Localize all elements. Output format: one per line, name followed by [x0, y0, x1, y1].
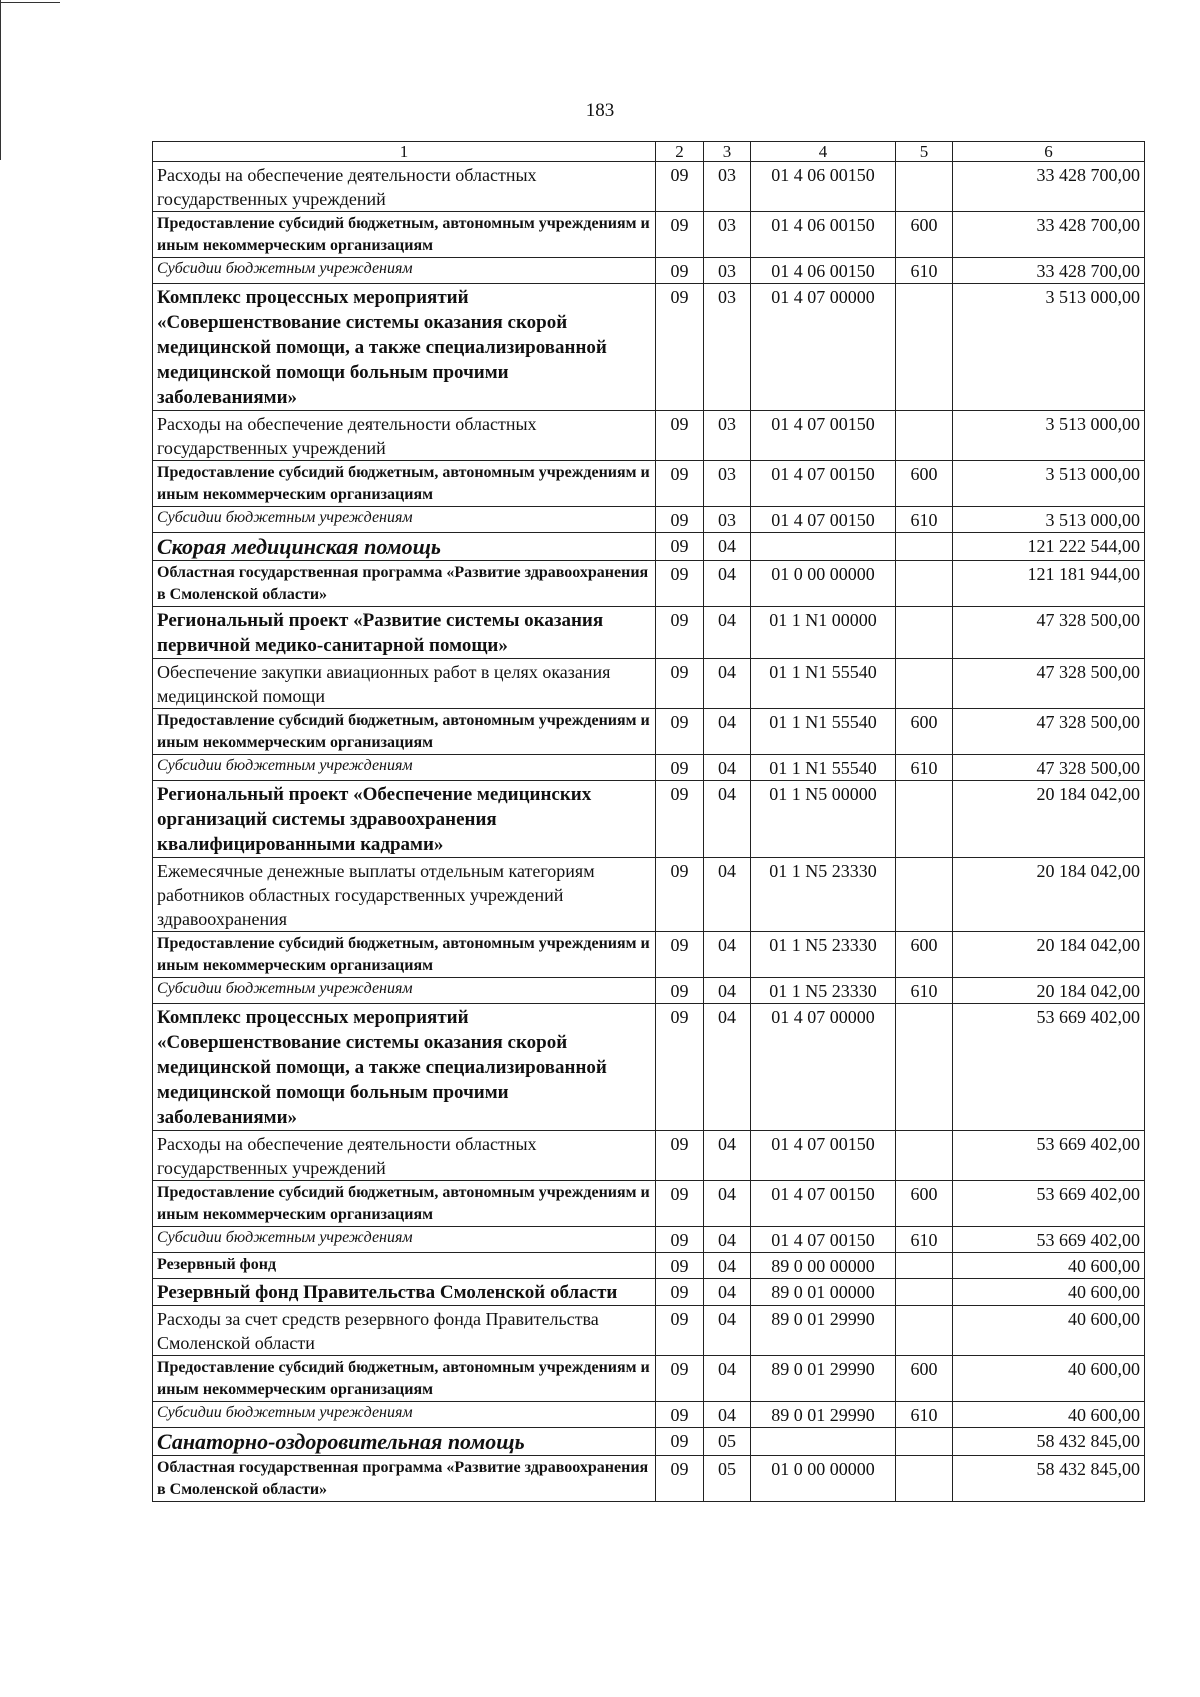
- row-amount: 3 513 000,00: [953, 411, 1145, 461]
- row-subsection-code: 04: [704, 607, 751, 659]
- table-row: [153, 1456, 1145, 1502]
- row-name-cell: Расходы на обеспечение деятельности областных государственных учреждений: [153, 411, 656, 461]
- row-expense-type: [896, 1428, 953, 1456]
- row-section-code: 09: [656, 284, 704, 411]
- row-name-cell: Предоставление субсидий бюджетным, автономным учреждениям и иным некоммерческим организациям: [153, 932, 656, 978]
- row-amount: 53 669 402,00: [953, 1004, 1145, 1131]
- row-section-code: 09: [656, 411, 704, 461]
- row-expense-type: 600: [896, 709, 953, 755]
- row-subsection-code: 04: [704, 533, 751, 561]
- row-amount: 3 513 000,00: [953, 461, 1145, 507]
- row-section-code: 09: [656, 1456, 704, 1502]
- column-header-6: 6: [953, 142, 1145, 162]
- row-subsection-code: 03: [704, 411, 751, 461]
- row-expense-type: [896, 533, 953, 561]
- row-target-article: 01 4 07 00150: [751, 461, 896, 507]
- row-name-cell: Расходы на обеспечение деятельности областных государственных учреждений: [153, 1131, 656, 1181]
- table-row: [153, 1131, 1145, 1181]
- row-name-cell: Резервный фонд Правительства Смоленской области: [153, 1279, 656, 1306]
- table-row: [153, 284, 1145, 411]
- row-name-cell: Предоставление субсидий бюджетным, автономным учреждениям и иным некоммерческим организациям: [153, 709, 656, 755]
- row-amount: 33 428 700,00: [953, 258, 1145, 284]
- row-amount: 40 600,00: [953, 1279, 1145, 1306]
- row-amount: 47 328 500,00: [953, 607, 1145, 659]
- row-subsection-code: 03: [704, 284, 751, 411]
- row-target-article: 01 1 N5 23330: [751, 978, 896, 1004]
- column-header-2: 2: [656, 142, 704, 162]
- row-expense-type: [896, 607, 953, 659]
- row-subsection-code: 03: [704, 258, 751, 284]
- row-target-article: 01 1 N1 00000: [751, 607, 896, 659]
- row-expense-type: [896, 1004, 953, 1131]
- table-row: [153, 258, 1145, 284]
- row-target-article: 01 1 N1 55540: [751, 755, 896, 781]
- table-row: [153, 1306, 1145, 1356]
- row-target-article: 89 0 01 00000: [751, 1279, 896, 1306]
- row-expense-type: [896, 781, 953, 858]
- table-row: [153, 507, 1145, 533]
- row-section-code: 09: [656, 1279, 704, 1306]
- row-subsection-code: 03: [704, 162, 751, 212]
- table-row: [153, 212, 1145, 258]
- row-amount: 53 669 402,00: [953, 1181, 1145, 1227]
- row-section-code: 09: [656, 258, 704, 284]
- table-row: [153, 533, 1145, 561]
- row-amount: 3 513 000,00: [953, 507, 1145, 533]
- row-target-article: 01 4 06 00150: [751, 258, 896, 284]
- row-amount: 53 669 402,00: [953, 1227, 1145, 1253]
- row-target-article: 01 4 06 00150: [751, 212, 896, 258]
- row-subsection-code: 05: [704, 1428, 751, 1456]
- row-subsection-code: 04: [704, 1402, 751, 1428]
- row-section-code: 09: [656, 1004, 704, 1131]
- row-expense-type: [896, 1131, 953, 1181]
- row-expense-type: 610: [896, 978, 953, 1004]
- row-expense-type: [896, 659, 953, 709]
- row-name-cell: Предоставление субсидий бюджетным, автономным учреждениям и иным некоммерческим организациям: [153, 212, 656, 258]
- row-section-code: 09: [656, 1428, 704, 1456]
- row-amount: 3 513 000,00: [953, 284, 1145, 411]
- row-section-code: 09: [656, 932, 704, 978]
- row-amount: 20 184 042,00: [953, 858, 1145, 932]
- row-subsection-code: 03: [704, 461, 751, 507]
- table-row: [153, 755, 1145, 781]
- row-target-article: 01 4 07 00000: [751, 1004, 896, 1131]
- row-expense-type: [896, 284, 953, 411]
- row-name-cell: Субсидии бюджетным учреждениям: [153, 978, 656, 1004]
- row-target-article: 01 1 N5 23330: [751, 858, 896, 932]
- table-row: [153, 411, 1145, 461]
- row-expense-type: 600: [896, 1181, 953, 1227]
- table-row: [153, 1253, 1145, 1279]
- row-name-cell: Областная государственная программа «Развитие здравоохранения в Смоленской области»: [153, 1456, 656, 1502]
- row-name-cell: Обеспечение закупки авиационных работ в целях оказания медицинской помощи: [153, 659, 656, 709]
- table-row: [153, 162, 1145, 212]
- row-expense-type: 600: [896, 461, 953, 507]
- row-subsection-code: 03: [704, 212, 751, 258]
- table-row: [153, 607, 1145, 659]
- row-target-article: 01 4 07 00150: [751, 1227, 896, 1253]
- row-target-article: 01 4 07 00150: [751, 1181, 896, 1227]
- row-target-article: 89 0 01 29990: [751, 1402, 896, 1428]
- column-header-3: 3: [704, 142, 751, 162]
- table-row: [153, 1402, 1145, 1428]
- row-name-cell: Комплекс процессных мероприятий «Совершенствование системы оказания скорой медицинской помощи, а также специализированной медицинской помощи больным прочими заболеваниями»: [153, 1004, 656, 1131]
- table-row: [153, 1004, 1145, 1131]
- row-section-code: 09: [656, 1227, 704, 1253]
- table-row: [153, 461, 1145, 507]
- scan-edge-mark: [0, 2, 60, 3]
- row-name-cell: Комплекс процессных мероприятий «Совершенствование системы оказания скорой медицинской помощи, а также специализированной медицинской помощи больным прочими заболеваниями»: [153, 284, 656, 411]
- row-name-cell: Расходы на обеспечение деятельности областных государственных учреждений: [153, 162, 656, 212]
- row-subsection-code: 04: [704, 1306, 751, 1356]
- row-expense-type: 600: [896, 932, 953, 978]
- row-section-code: 09: [656, 755, 704, 781]
- row-expense-type: 610: [896, 1227, 953, 1253]
- table-header-row: [153, 142, 1145, 162]
- table-row: [153, 561, 1145, 607]
- row-subsection-code: 04: [704, 755, 751, 781]
- row-section-code: 09: [656, 1181, 704, 1227]
- row-expense-type: 610: [896, 507, 953, 533]
- row-target-article: 01 0 00 00000: [751, 1456, 896, 1502]
- row-section-code: 09: [656, 607, 704, 659]
- row-amount: 40 600,00: [953, 1253, 1145, 1279]
- row-expense-type: [896, 858, 953, 932]
- row-name-cell: Региональный проект «Развитие системы оказания первичной медико-санитарной помощи»: [153, 607, 656, 659]
- row-subsection-code: 04: [704, 1253, 751, 1279]
- row-subsection-code: 03: [704, 507, 751, 533]
- row-amount: 47 328 500,00: [953, 709, 1145, 755]
- row-expense-type: [896, 561, 953, 607]
- row-amount: 20 184 042,00: [953, 978, 1145, 1004]
- row-expense-type: [896, 1456, 953, 1502]
- row-name-cell: Ежемесячные денежные выплаты отдельным категориям работников областных государственных учреждений здравоохранения: [153, 858, 656, 932]
- table-row: [153, 978, 1145, 1004]
- row-target-article: 89 0 00 00000: [751, 1253, 896, 1279]
- row-subsection-code: 04: [704, 1227, 751, 1253]
- row-section-code: 09: [656, 1253, 704, 1279]
- row-expense-type: [896, 411, 953, 461]
- budget-table: [152, 141, 1145, 1502]
- page-number: 183: [585, 100, 615, 121]
- table-row: [153, 1356, 1145, 1402]
- row-target-article: 01 1 N1 55540: [751, 659, 896, 709]
- row-amount: 33 428 700,00: [953, 162, 1145, 212]
- table-body: [153, 142, 1145, 1502]
- row-subsection-code: 04: [704, 659, 751, 709]
- row-section-code: 09: [656, 1306, 704, 1356]
- row-target-article: 01 4 07 00000: [751, 284, 896, 411]
- table-row: [153, 932, 1145, 978]
- row-expense-type: [896, 162, 953, 212]
- row-section-code: 09: [656, 533, 704, 561]
- row-amount: 58 432 845,00: [953, 1428, 1145, 1456]
- column-header-5: 5: [896, 142, 953, 162]
- row-section-code: 09: [656, 507, 704, 533]
- row-subsection-code: 05: [704, 1456, 751, 1502]
- table-row: [153, 781, 1145, 858]
- row-section-code: 09: [656, 659, 704, 709]
- row-name-cell: Расходы за счет средств резервного фонда Правительства Смоленской области: [153, 1306, 656, 1356]
- row-subsection-code: 04: [704, 1181, 751, 1227]
- row-subsection-code: 04: [704, 1279, 751, 1306]
- column-header-4: 4: [751, 142, 896, 162]
- row-subsection-code: 04: [704, 932, 751, 978]
- row-section-code: 09: [656, 858, 704, 932]
- row-subsection-code: 04: [704, 858, 751, 932]
- row-target-article: [751, 533, 896, 561]
- row-section-code: 09: [656, 212, 704, 258]
- row-target-article: 01 4 07 00150: [751, 411, 896, 461]
- row-name-cell: Субсидии бюджетным учреждениям: [153, 258, 656, 284]
- table-row: [153, 1279, 1145, 1306]
- row-target-article: 01 0 00 00000: [751, 561, 896, 607]
- row-subsection-code: 04: [704, 1004, 751, 1131]
- row-target-article: [751, 1428, 896, 1456]
- row-name-cell: Субсидии бюджетным учреждениям: [153, 507, 656, 533]
- scan-edge-mark: [0, 0, 1, 160]
- row-name-cell: Предоставление субсидий бюджетным, автономным учреждениям и иным некоммерческим организациям: [153, 1356, 656, 1402]
- row-section-code: 09: [656, 162, 704, 212]
- row-target-article: 01 1 N1 55540: [751, 709, 896, 755]
- table-row: [153, 659, 1145, 709]
- table-row: [153, 1181, 1145, 1227]
- row-expense-type: 600: [896, 212, 953, 258]
- row-expense-type: 610: [896, 1402, 953, 1428]
- row-expense-type: 610: [896, 755, 953, 781]
- column-header-1: 1: [153, 142, 656, 162]
- table-row: [153, 1227, 1145, 1253]
- row-name-cell: Субсидии бюджетным учреждениям: [153, 755, 656, 781]
- row-name-cell: Субсидии бюджетным учреждениям: [153, 1402, 656, 1428]
- row-subsection-code: 04: [704, 1356, 751, 1402]
- row-name-cell: Санаторно-оздоровительная помощь: [153, 1428, 656, 1456]
- row-section-code: 09: [656, 978, 704, 1004]
- row-target-article: 89 0 01 29990: [751, 1306, 896, 1356]
- row-subsection-code: 04: [704, 1131, 751, 1181]
- row-name-cell: Региональный проект «Обеспечение медицинских организаций системы здравоохранения квалифицированными кадрами»: [153, 781, 656, 858]
- row-section-code: 09: [656, 1131, 704, 1181]
- row-section-code: 09: [656, 561, 704, 607]
- table-row: [153, 1428, 1145, 1456]
- row-subsection-code: 04: [704, 781, 751, 858]
- table-row: [153, 709, 1145, 755]
- row-target-article: 01 4 07 00150: [751, 507, 896, 533]
- row-name-cell: Предоставление субсидий бюджетным, автономным учреждениям и иным некоммерческим организациям: [153, 1181, 656, 1227]
- row-name-cell: Скорая медицинская помощь: [153, 533, 656, 561]
- row-expense-type: 610: [896, 258, 953, 284]
- row-amount: 121 181 944,00: [953, 561, 1145, 607]
- row-amount: 20 184 042,00: [953, 781, 1145, 858]
- row-target-article: 89 0 01 29990: [751, 1356, 896, 1402]
- row-section-code: 09: [656, 781, 704, 858]
- table-row: [153, 858, 1145, 932]
- row-name-cell: Предоставление субсидий бюджетным, автономным учреждениям и иным некоммерческим организациям: [153, 461, 656, 507]
- row-amount: 40 600,00: [953, 1402, 1145, 1428]
- row-amount: 53 669 402,00: [953, 1131, 1145, 1181]
- row-amount: 40 600,00: [953, 1356, 1145, 1402]
- row-target-article: 01 4 06 00150: [751, 162, 896, 212]
- row-expense-type: [896, 1306, 953, 1356]
- row-name-cell: Резервный фонд: [153, 1253, 656, 1279]
- row-subsection-code: 04: [704, 709, 751, 755]
- row-subsection-code: 04: [704, 561, 751, 607]
- row-section-code: 09: [656, 709, 704, 755]
- row-amount: 47 328 500,00: [953, 659, 1145, 709]
- row-section-code: 09: [656, 1402, 704, 1428]
- row-amount: 58 432 845,00: [953, 1456, 1145, 1502]
- row-expense-type: [896, 1253, 953, 1279]
- row-amount: 121 222 544,00: [953, 533, 1145, 561]
- row-expense-type: [896, 1279, 953, 1306]
- row-section-code: 09: [656, 1356, 704, 1402]
- row-target-article: 01 4 07 00150: [751, 1131, 896, 1181]
- row-expense-type: 600: [896, 1356, 953, 1402]
- row-target-article: 01 1 N5 23330: [751, 932, 896, 978]
- row-amount: 20 184 042,00: [953, 932, 1145, 978]
- row-amount: 40 600,00: [953, 1306, 1145, 1356]
- row-name-cell: Областная государственная программа «Развитие здравоохранения в Смоленской области»: [153, 561, 656, 607]
- row-amount: 47 328 500,00: [953, 755, 1145, 781]
- row-target-article: 01 1 N5 00000: [751, 781, 896, 858]
- row-amount: 33 428 700,00: [953, 212, 1145, 258]
- row-name-cell: Субсидии бюджетным учреждениям: [153, 1227, 656, 1253]
- row-section-code: 09: [656, 461, 704, 507]
- row-subsection-code: 04: [704, 978, 751, 1004]
